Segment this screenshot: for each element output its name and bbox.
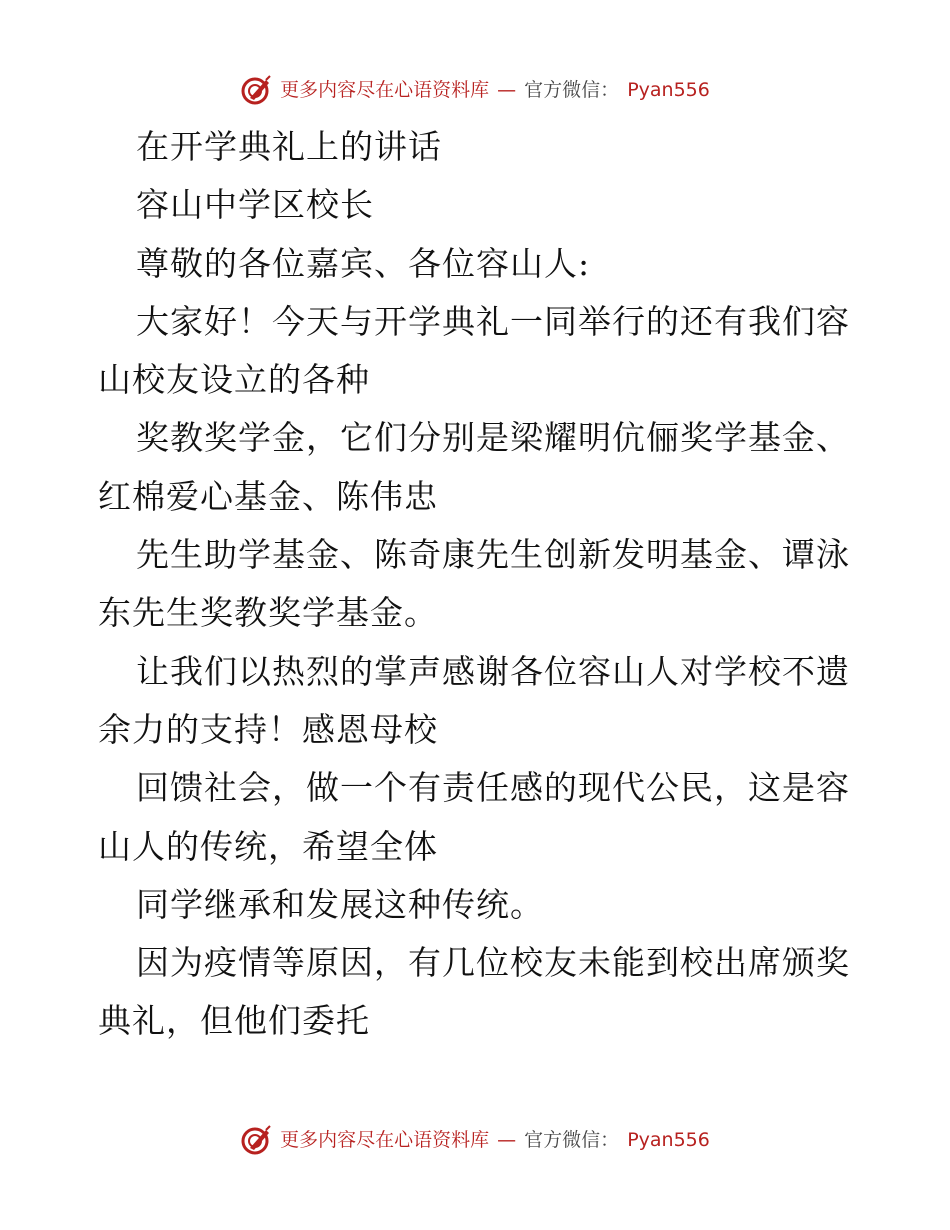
watermark-official-label: 官方微信：: [524, 78, 620, 101]
watermark-wechat-id: Pyan556: [627, 1128, 710, 1151]
document-line: 回馈社会，做一个有责任感的现代公民，这是容: [136, 768, 850, 808]
quill-pen-logo-icon: [240, 74, 272, 106]
document-line: 余力的支持！感恩母校: [98, 709, 438, 749]
footer-watermark: [0, 1120, 950, 1160]
document-body: [98, 118, 858, 1051]
watermark-dash: —: [497, 1128, 517, 1151]
document-line: 山校友设立的各种: [98, 360, 370, 400]
document-author: 容山中学区校长: [136, 185, 374, 225]
document-line: 先生助学基金、陈奇康先生创新发明基金、谭泳: [136, 535, 850, 575]
document-line: 东先生奖教奖学基金。: [98, 593, 438, 633]
watermark-official-label: 官方微信：: [524, 1128, 620, 1151]
document-line: 同学继承和发展这种传统。: [136, 884, 544, 924]
document-line: 奖教奖学金，它们分别是梁耀明伉俪奖学基金、: [136, 418, 850, 458]
watermark-site-text: 更多内容尽在心语资料库: [280, 78, 490, 101]
watermark-dash: —: [497, 78, 517, 101]
quill-pen-logo-icon: [240, 1124, 272, 1156]
document-line: 山人的传统，希望全体: [98, 826, 438, 866]
document-salutation: 尊敬的各位嘉宾、各位容山人:: [136, 243, 591, 283]
document-line: 大家好！今天与开学典礼一同举行的还有我们容: [136, 301, 850, 341]
document-line: 让我们以热烈的掌声感谢各位容山人对学校不遗: [136, 651, 850, 691]
document-line: 典礼，但他们委托: [98, 1001, 370, 1041]
watermark-wechat-id: Pyan556: [627, 78, 710, 101]
document-title: 在开学典礼上的讲话: [136, 127, 442, 166]
watermark-site-text: 更多内容尽在心语资料库: [280, 1128, 490, 1151]
header-watermark: [0, 70, 950, 110]
document-line: 红棉爱心基金、陈伟忠: [98, 476, 438, 516]
document-line: 因为疫情等原因，有几位校友未能到校出席颁奖: [136, 943, 850, 983]
